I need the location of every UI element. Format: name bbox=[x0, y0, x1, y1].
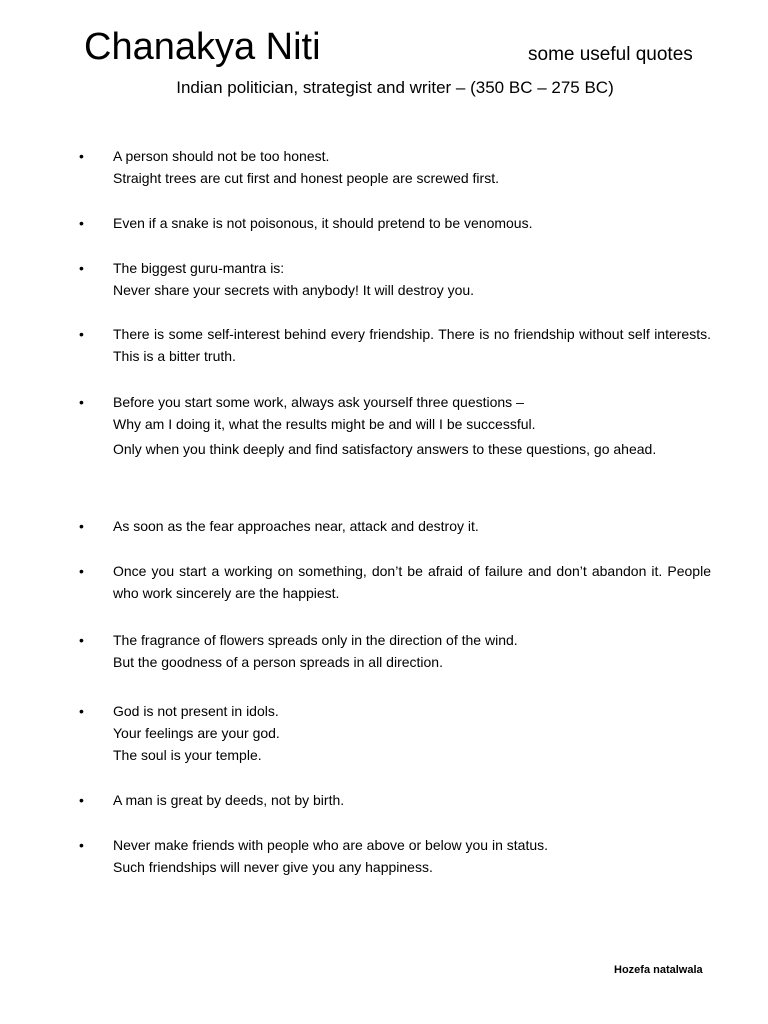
quote-text bbox=[113, 257, 711, 301]
quote-text bbox=[113, 515, 711, 537]
quote-text bbox=[113, 391, 711, 462]
bullet-icon: • bbox=[79, 837, 84, 853]
quote-line: Such friendships will never give you any happiness. bbox=[113, 859, 433, 875]
quote-line: Straight trees are cut first and honest people are screwed first. bbox=[113, 170, 499, 186]
quote-line: As soon as the fear approaches near, attack and destroy it. bbox=[113, 518, 479, 534]
quote-text bbox=[113, 834, 711, 878]
bullet-icon: • bbox=[79, 326, 84, 342]
quote-line: But the goodness of a person spreads in all direction. bbox=[113, 654, 443, 670]
page-title: Chanakya Niti bbox=[84, 26, 321, 68]
bullet-icon: • bbox=[79, 215, 84, 231]
bullet-icon: • bbox=[79, 563, 84, 579]
author-signature: Hozefa natalwala bbox=[614, 964, 703, 976]
quote-line: Before you start some work, always ask yourself three questions – bbox=[113, 394, 524, 410]
quote-text bbox=[113, 323, 711, 367]
quote-line: The soul is your temple. bbox=[113, 747, 262, 763]
quote-line: A person should not be too honest. bbox=[113, 148, 330, 164]
bullet-icon: • bbox=[79, 703, 84, 719]
quote-line: Even if a snake is not poisonous, it should pretend to be venomous. bbox=[113, 215, 533, 231]
quote-text bbox=[113, 789, 711, 811]
quote-line: Only when you think deeply and find satisfactory answers to these questions, go ahead. bbox=[113, 441, 657, 457]
quote-line: Once you start a working on something, don’t be afraid of failure and don’t abandon it. People who work sincerely are the happiest. bbox=[113, 563, 711, 601]
quote-text bbox=[113, 145, 711, 189]
bullet-icon: • bbox=[79, 632, 84, 648]
quote-line: Never share your secrets with anybody! It will destroy you. bbox=[113, 282, 475, 298]
quote-line: Never make friends with people who are above or below you in status. bbox=[113, 837, 549, 853]
quote-line: The biggest guru-mantra is: bbox=[113, 260, 285, 276]
bullet-icon: • bbox=[79, 148, 84, 164]
quote-text bbox=[113, 629, 711, 673]
page-tagline: some useful quotes bbox=[528, 44, 693, 65]
bullet-icon: • bbox=[79, 394, 84, 410]
quote-line: There is some self-interest behind every friendship. There is no friendship without self interests. This is a bitter truth. bbox=[113, 326, 711, 364]
quote-line: A man is great by deeds, not by birth. bbox=[113, 792, 345, 808]
bullet-icon: • bbox=[79, 518, 84, 534]
quote-line: The fragrance of flowers spreads only in the direction of the wind. bbox=[113, 632, 518, 648]
quote-text bbox=[113, 700, 711, 766]
quote-line: Your feelings are your god. bbox=[113, 725, 280, 741]
quote-line: Why am I doing it, what the results might be and will I be successful. bbox=[113, 416, 536, 432]
quote-line: God is not present in idols. bbox=[113, 703, 279, 719]
bullet-icon: • bbox=[79, 792, 84, 808]
page-subtitle: Indian politician, strategist and writer – (350 BC – 275 BC) bbox=[176, 78, 614, 97]
bullet-icon: • bbox=[79, 260, 84, 276]
quote-text bbox=[113, 212, 711, 234]
quote-text bbox=[113, 560, 711, 604]
